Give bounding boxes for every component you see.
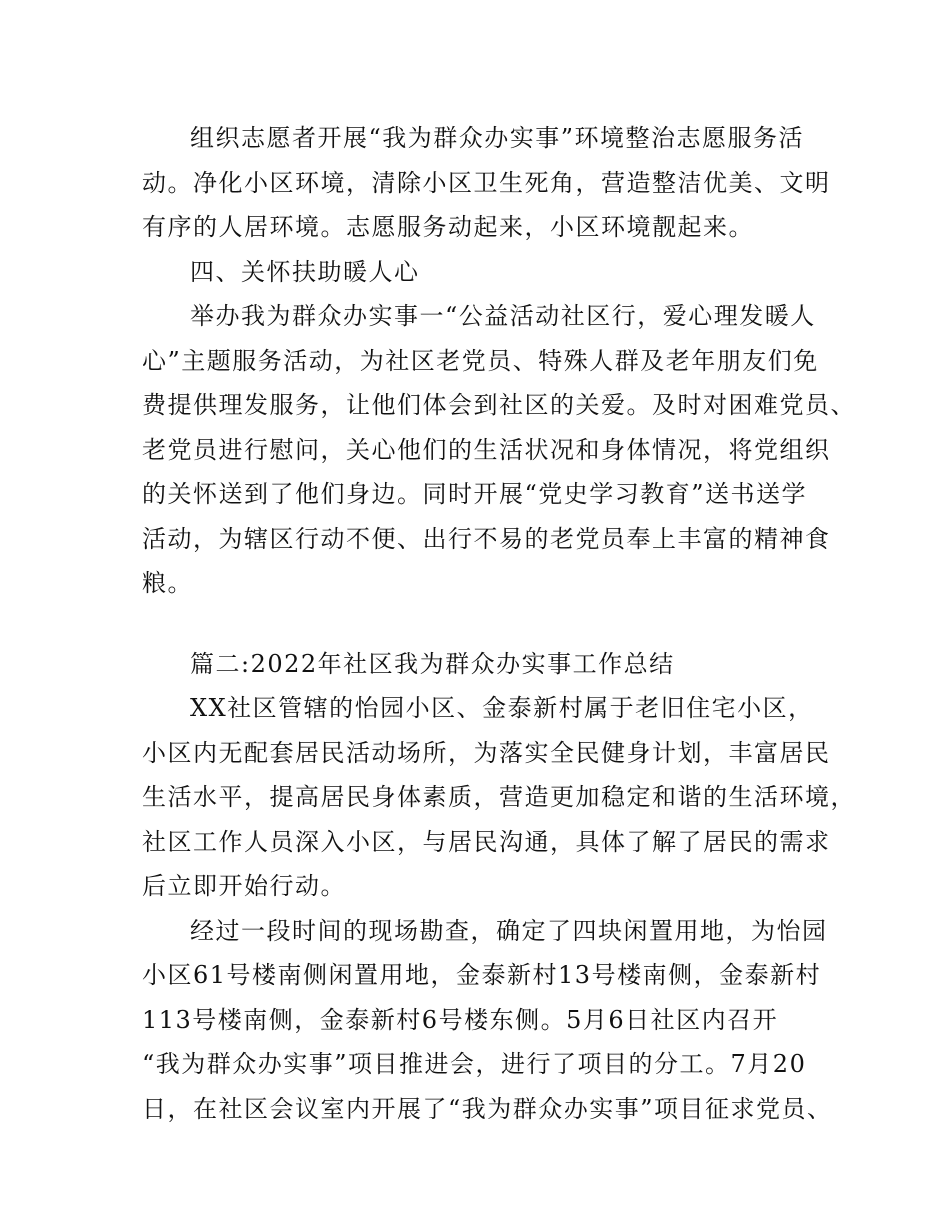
paragraph-line: 的关怀送到了他们身边。同时开展“党史学习教育”送书送学 [142, 480, 808, 508]
paragraph-line: 后立即开始行动。 [142, 872, 346, 900]
paragraph-line: 举办我为群众办实事一“公益活动社区行，爱心理发暖人 [190, 302, 816, 330]
paragraph-line: 有序的人居环境。志愿服务动起来，小区环境靓起来。 [142, 213, 754, 241]
paragraph-line: 活动，为辖区行动不便、出行不易的老党员奉上丰富的精神食 [142, 524, 831, 553]
section-heading: 四、关怀扶助暖人心 [190, 257, 420, 286]
paragraph-line: 心”主题服务活动，为社区老党员、特殊人群及老年朋友们免 [142, 346, 819, 375]
paragraph-line: XX社区管辖的怡园小区、金泰新村属于老旧住宅小区， [190, 694, 814, 722]
paragraph-line: 小区61号楼南侧闲置用地，金泰新村13号楼南侧，金泰新村 [142, 961, 822, 989]
paragraph-line: 社区工作人员深入小区，与居民沟通，具体了解了居民的需求 [142, 827, 831, 856]
paragraph-line: 小区内无配套居民活动场所，为落实全民健身计划，丰富居民 [142, 738, 831, 767]
paragraph-line: “我为群众办实事”项目推进会，进行了项目的分工。7月20 [142, 1050, 807, 1078]
article-title: 篇二:2022年社区我为群众办实事工作总结 [190, 649, 675, 678]
paragraph-line: 老党员进行慰问，关心他们的生活状况和身体情况，将党组织 [142, 435, 831, 464]
document-body [142, 116, 856, 1131]
paragraph-line: 经过一段时间的现场勘查，确定了四块闲置用地，为怡园 [190, 916, 828, 945]
paragraph-line: 组织志愿者开展“我为群众办实事”环境整治志愿服务活 [190, 124, 805, 152]
paragraph-gap [142, 606, 832, 642]
paragraph-line: 日，在社区会议室内开展了“我为群众办实事”项目征求党员、 [142, 1094, 833, 1123]
paragraph-line: 生活水平，提高居民身体素质，营造更加稳定和谐的生活环境， [142, 783, 856, 811]
paragraph-line: 113号楼南侧，金泰新村6号楼东侧。5月6日社区内召开 [142, 1005, 779, 1034]
paragraph-line: 动。净化小区环境，清除小区卫生死角，营造整洁优美、文明 [142, 168, 831, 197]
paragraph-line: 费提供理发服务，让他们体会到社区的关爱。及时对困难党员、 [142, 391, 856, 419]
paragraph-line: 粮。 [142, 569, 193, 597]
